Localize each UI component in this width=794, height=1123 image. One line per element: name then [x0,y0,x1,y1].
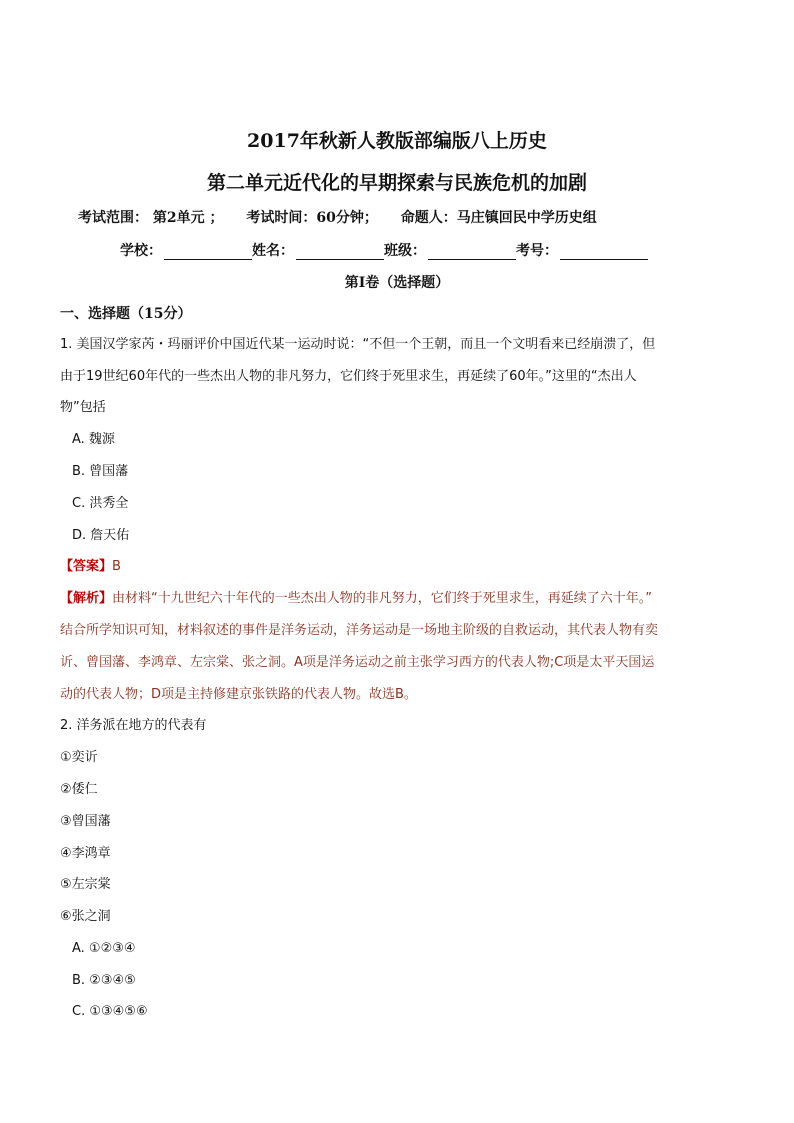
q1-option-c: C. 洪秀全 [72,496,129,511]
q2-option-a: A. ①②③④ [72,941,136,956]
q1-analysis-line: 动的代表人物；D项是主持修建京张铁路的代表人物。故选B。 [60,687,417,702]
student-fields [120,240,648,260]
q1-analysis-line: 䜣、曾国藩、李鸿章、左宗棠、张之洞。A项是洋务运动之前主张学习西方的代表人物;C项是太平天国运 [60,655,655,670]
q1-option-b: B. 曾国藩 [72,464,129,479]
class-blank [428,245,516,260]
name-blank [296,245,384,260]
exam-range: 考试范围： 第2单元 ； [78,210,224,226]
exam-author: 命题人：马庄镇回民中学历史组 [400,210,597,226]
q2-item: ②倭仁 [60,782,98,797]
school-blank [164,245,252,260]
document-subtitle: 第二单元近代化的早期探索与民族危机的加剧 [206,172,587,194]
q2-option-c: C. ①③④⑤⑥ [72,1004,148,1019]
exam-info [78,207,615,227]
answer-value: B [112,559,121,574]
id-blank [560,245,648,260]
q1-stem-line: 由于19世纪60年代的一些杰出人物的非凡努力，它们终于死里求生，再延续了60年。”这里的“杰出人 [60,369,637,384]
q2-item: ④李鸿章 [60,846,111,861]
id-field: 考号： [516,240,648,260]
q1-stem-line: 1. 美国汉学家芮・玛丽评价中国近代某一运动时说：“不但一个王朝，而且一个文明看来已经崩溃了，但 [60,337,656,352]
q2-item: ③曾国藩 [60,814,111,829]
answer-label: 【答案】 [60,559,113,574]
q1-option-d: D. 詹天佑 [72,528,130,543]
analysis-label: 【解析】 [60,591,113,606]
class-field: 班级： [384,240,516,260]
q1-analysis-line: 结合所学知识可知，材料叙述的事件是洋务运动，洋务运动是一场地主阶级的自救运动，其代表人物有奕 [60,623,659,638]
school-field: 学校： [120,240,252,260]
q1-answer [60,558,121,576]
q2-option-b: B. ②③④⑤ [72,973,136,988]
q1-analysis-line: 【解析】由材料“十九世纪六十年代的一些杰出人物的非凡努力，它们终于死里求生，再延续了六十年。” [60,591,652,606]
q2-item: ⑥张之洞 [60,909,111,924]
q1-stem-line: 物”包括 [60,400,106,415]
exam-time: 考试时间：60分钟； [246,210,378,226]
q1-option-a: A. 魏源 [72,432,115,447]
name-field: 姓名： [252,240,384,260]
q2-item: ①奕䜣 [60,750,98,765]
q2-item: ⑤左宗棠 [60,877,111,892]
q2-stem: 2. 洋务派在地方的代表有 [60,718,207,733]
volume-heading: 第I卷（选择题） [344,275,450,291]
document-title: 2017年秋新人教版部编版八上历史 [247,130,547,152]
section-heading: 一、选择题（15分） [60,306,192,322]
